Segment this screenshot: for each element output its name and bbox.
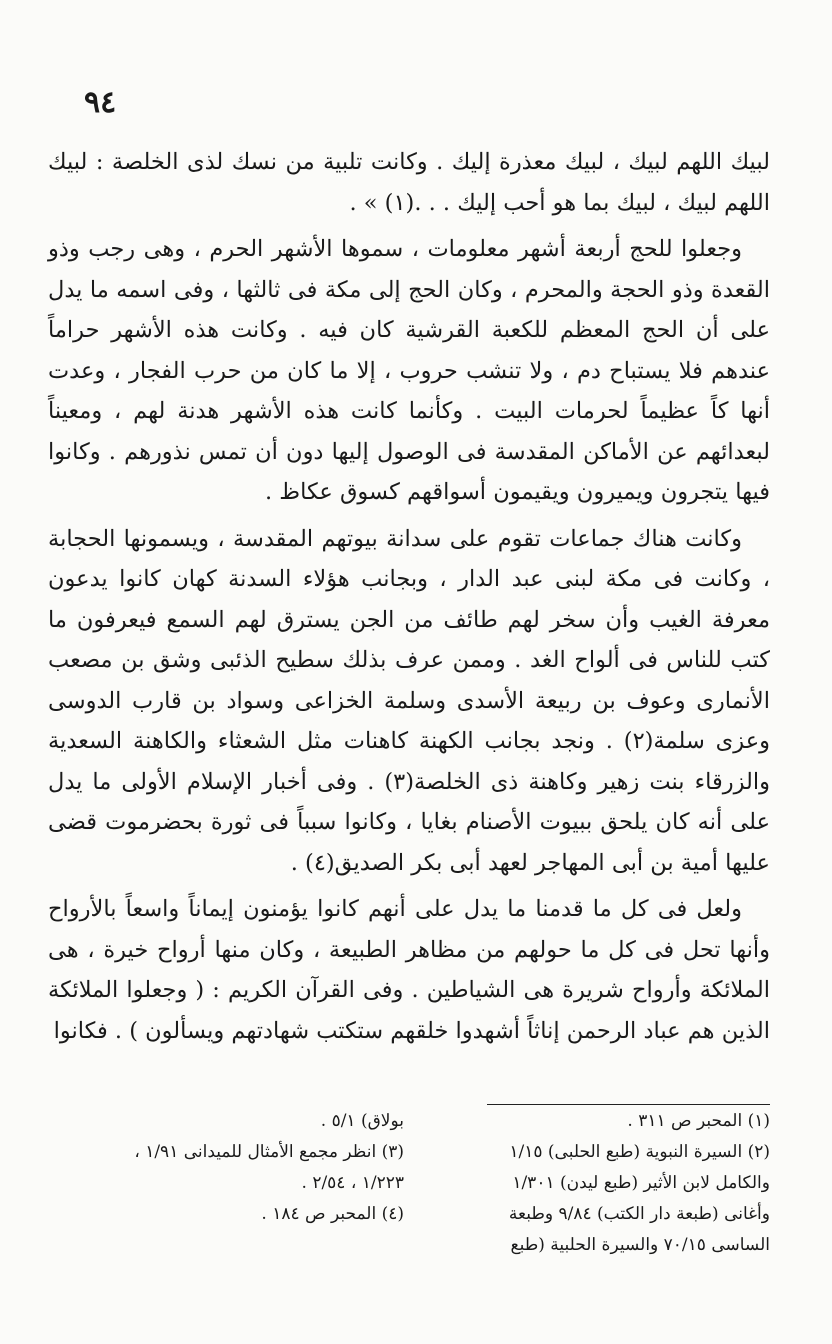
footnote-line: الساسى ٧٠/١٥ والسيرة الحلبية (طبع [510, 1235, 770, 1255]
footnote-line: ١/٢٢٣ ، ٢/٥٤ . [301, 1173, 404, 1193]
footnote-line: وأغانى (طبعة دار الكتب) ٩/٨٤ وطبعة [508, 1204, 770, 1224]
footnote-line: بولاق) ٥/١ . [320, 1111, 404, 1131]
footnotes-left-column [74, 1106, 404, 1261]
body-text [48, 142, 770, 1051]
paragraph: ولعل فى كل ما قدمنا ما يدل على أنهم كانوا يؤمنون إيماناً واسعاً بالأرواح وأنها تحل فى كل ما حولهم من مظاهر الطبيعة ، وكان منها أرواح خيرة ، هى الملائكة وأرواح شريرة هى الشياطين . وفى القرآن الكريم : ( وجعلوا الملائكة الذين هم عباد الرحمن إناثاً أشهدوا خلقهم ستكتب شهادتهم ويسألون ) . فكانوا [48, 896, 770, 1044]
footnotes [48, 1106, 770, 1261]
footnote-line: (٣) انظر مجمع الأمثال للميدانى ١/٩١ ، [134, 1142, 404, 1162]
footnote-line: (٢) السيرة النبوية (طبع الحلبى) ١/١٥ [509, 1142, 770, 1162]
paragraph: لبيك اللهم لبيك ، لبيك معذرة إليك . وكانت تلبية من نسك لذى الخلصة : لبيك اللهم لبيك ، لبيك بما هو أحب إليك . . .(١) » . [48, 149, 770, 216]
footnote-line: (٤) المحبر ص ١٨٤ . [261, 1204, 404, 1224]
page-number: ٩٤ [84, 85, 117, 120]
footnotes-right-column [440, 1106, 770, 1261]
paragraph: وكانت هناك جماعات تقوم على سدانة بيوتهم المقدسة ، ويسمونها الحجابة ، وكانت فى مكة لبنى عبد الدار ، وبجانب هؤلاء السدنة كهان كانوا يدعون معرفة الغيب وأن سخر لهم طائف من الجن يسترق لهم السمع فيعرفون ما كتب للناس فى ألواح الغد . وممن عرف بذلك سطيح الذئبى وشق بن مصعب الأنمارى وعوف بن ربيعة الأسدى وسلمة الخزاعى وسواد بن قارب الدوسى وعزى سلمة(٢) . ونجد بجانب الكهنة كاهنات مثل الشعثاء والكاهنة السعدية والزرقاء بنت زهير وكاهنة ذى الخلصة(٣) . وفى أخبار الإسلام الأولى ما يدل على أنه كان يلحق ببيوت الأصنام بغايا ، وكانوا سبباً فى ثورة بحضرموت قضى عليها أمية بن أبى المهاجر لعهد أبى بكر الصديق(٤) . [48, 525, 771, 876]
footnote-line: (١) المحبر ص ٣١١ . [627, 1111, 770, 1131]
footnote-divider [487, 1104, 770, 1105]
paragraph: وجعلوا للحج أربعة أشهر معلومات ، سموها الأشهر الحرم ، وهى رجب وذو القعدة وذو الحجة والمحرم ، وكان الحج إلى مكة فى ثالثها ، وفى اسمه ما يدل على أن الحج المعظم للكعبة القرشية كان فيه . وكانت هذه الأشهر حراماً عندهم فلا يستباح دم ، ولا تنشب حروب ، إلا ما كان من حرب الفجار ، وعدت أنها كاً عظيماً لحرمات البيت . وكأنما كانت هذه الأشهر هدنة لهم ، ومعيناً لبعدائهم عن الأماكن المقدسة فى الوصول إليها دون أن تمس نذورهم . وكانوا فيها يتجرون ويميرون ويقيمون أسواقهم كسوق عكاظ . [48, 236, 770, 505]
footnote-line: والكامل لابن الأثير (طبع ليدن) ١/٣٠١ [512, 1173, 770, 1193]
